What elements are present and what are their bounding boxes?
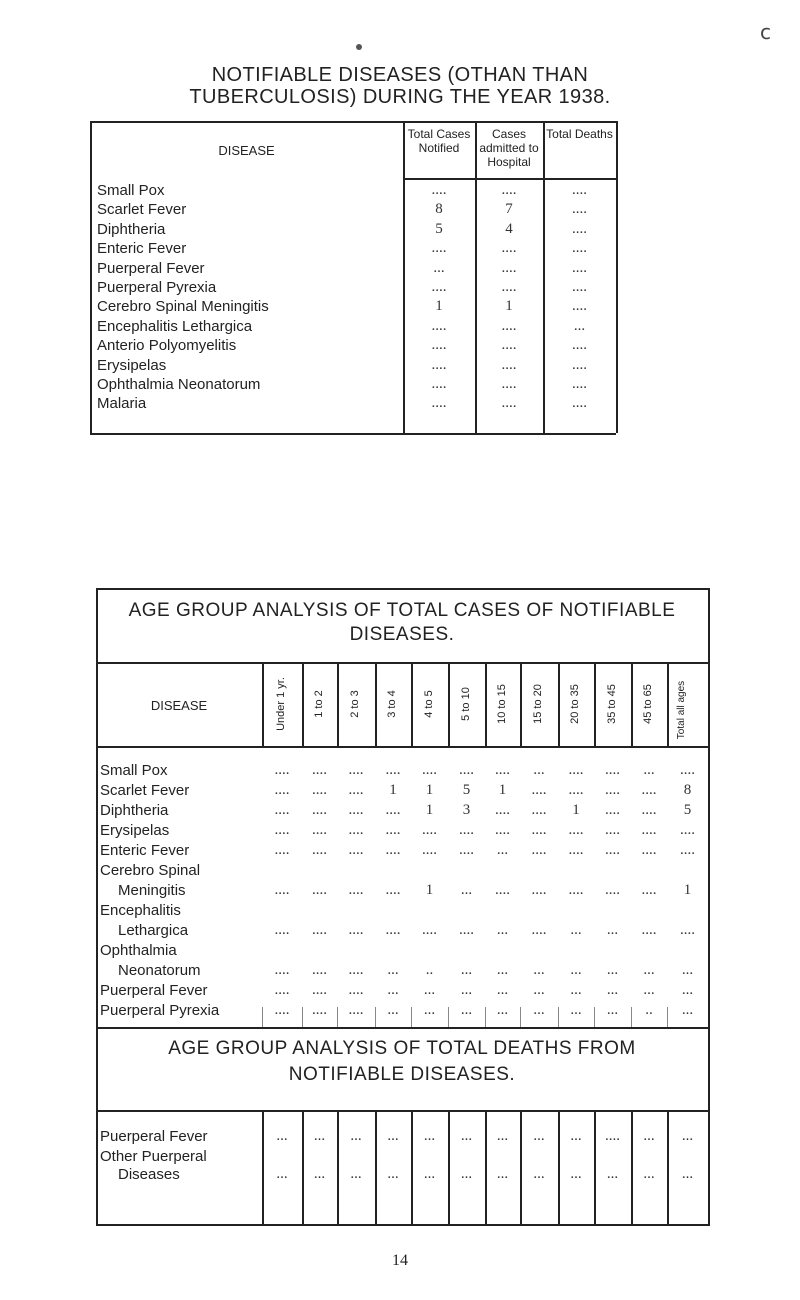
row-label: Puerperal Fever [100,1128,208,1145]
age-cell: ... [387,1002,399,1018]
row-label: Neonatorum [118,962,201,979]
column-divider [411,662,413,746]
column-divider [302,662,304,746]
age-cell: ... [606,962,619,978]
age-cell: .... [605,762,620,778]
age-cell: .... [348,962,364,978]
age-header: Total all ages [675,680,687,740]
age-header: 2 to 3 [349,690,361,718]
death-cell: ... [276,1128,288,1144]
death-cell: ... [643,1166,655,1182]
age-cell: .... [385,762,401,778]
age-cell: .... [641,822,657,838]
death-cell: .... [605,1128,620,1144]
disease-name: Malaria [97,395,147,413]
cell-hospital: .... [501,240,517,257]
age-cell: ... [643,962,655,978]
age-cell: .... [348,822,364,838]
frame-left [96,588,98,1226]
age-cell: ... [460,1002,473,1018]
table-border-left [90,121,92,433]
age-cell: ... [460,882,473,898]
age-cell: ... [460,962,473,978]
cell-deaths: .... [572,201,587,218]
age-cell: .... [274,882,290,898]
age-cell: .... [274,962,290,978]
age-cell: ... [533,962,545,978]
row-label: Scarlet Fever [100,782,190,799]
age-cell: .... [312,882,327,898]
age-header: 4 to 5 [422,690,435,718]
cell-hospital: .... [501,259,517,276]
row-label: Ophthalmia [100,942,177,959]
column-divider [520,662,522,746]
age-cell: .... [422,762,437,778]
disease-name: Diphtheria [97,220,166,238]
cell-hospital: .... [501,337,517,354]
age-cell: .... [605,882,620,898]
age-cell: .... [641,802,657,818]
row-label: Cerebro Spinal [100,862,201,879]
age-cell: .... [568,822,584,838]
age-cell: 1 [425,802,434,818]
age-cell: ... [460,982,473,998]
age-cell: .... [312,782,327,798]
age-cell: .... [605,782,620,798]
age-cell: .... [568,762,584,778]
age-cell: .... [680,762,695,778]
age-cell: .. [645,1002,653,1018]
age-cell: ... [606,982,619,998]
cell-hospital: .... [501,395,517,412]
disease-name: Ophthalmia Neonatorum [97,376,261,393]
row-label: Puerperal Pyrexia [100,1002,220,1019]
disease-name: Small Pox [97,182,165,199]
age-cell: .... [312,802,327,818]
death-cell: ... [460,1166,473,1182]
death-cell: ... [570,1166,582,1182]
death-cell: ... [681,1166,694,1182]
age-cell: .... [422,822,437,838]
age-cell: .... [348,802,364,818]
age-cell: .... [605,842,620,858]
row-label: Diphtheria [100,802,169,819]
age-cell: .. [425,962,434,978]
age-cell: ... [643,762,655,778]
column-divider [558,662,560,746]
age-cell: ... [681,1002,694,1018]
death-cell: ... [570,1128,582,1144]
age-cell: ... [387,962,399,978]
cell-deaths: .... [572,182,587,198]
cell-notified: .... [431,279,447,295]
age-cell: .... [274,782,290,798]
age-cell: .... [495,762,510,778]
disease-name: Encephalitis Lethargica [97,317,253,335]
age-cell: .... [348,842,364,858]
age-header: 5 to 10 [459,687,472,721]
age-cell: .... [348,922,364,938]
death-cell: ... [276,1166,288,1182]
cell-hospital: .... [501,317,517,334]
age-cell: .... [641,922,657,938]
cell-notified: .... [431,356,447,373]
cell-notified: .... [431,337,447,354]
age-cell: ... [496,922,509,938]
death-cell: ... [496,1166,509,1182]
corner-mark: c [760,20,771,44]
cell-deaths: .... [572,298,587,315]
cell-hospital: .... [501,279,517,295]
age-group-cases-title-line-1: AGE GROUP ANALYSIS OF TOTAL CASES OF NOTIFIABLE [128,600,676,621]
age-cell: 1 [683,882,692,898]
age-cell: 1 [572,802,580,818]
age-cell: .... [312,962,327,978]
section-rule [96,1110,708,1112]
age-cell: ... [570,922,582,938]
frame-bottom [96,1027,708,1029]
death-cell: ... [387,1166,399,1182]
row-label: Erysipelas [100,822,170,839]
cell-notified: .... [431,376,447,392]
disease-name: Puerperal Pyrexia [97,279,217,296]
death-cell: ... [350,1166,362,1182]
age-cell: .... [348,762,364,778]
age-cell: ... [496,962,509,978]
age-cell: 5 [683,802,692,818]
column-divider [262,662,264,746]
age-cell: ... [423,982,436,998]
age-cell: ... [423,1002,436,1018]
age-cell: .... [568,882,584,898]
cell-deaths: .... [572,240,587,257]
table-border-top [90,121,616,123]
death-cell: ... [313,1166,326,1182]
cell-deaths: ... [573,317,586,334]
age-cell: .... [680,842,695,858]
age-cell: ... [533,982,545,998]
age-group-deaths-title-line-2: NOTIFIABLE DISEASES. [288,1064,516,1085]
cell-hospital: 4 [505,220,513,237]
column-divider [448,662,450,746]
row-label: Small Pox [100,762,168,779]
age-cell: .... [459,822,474,838]
age-cell: ... [387,982,399,998]
disease-name: Cerebro Spinal Meningitis [97,298,269,316]
age-cell: ... [570,982,582,998]
age-cell: .... [312,922,327,938]
age-cell: .... [312,842,327,858]
age-cell: ... [496,1002,509,1018]
age-header: 1 to 2 [312,690,325,718]
age-cell: 1 [425,782,434,798]
row-label: Other Puerperal [100,1148,207,1165]
column-divider [375,662,377,746]
cell-notified: .... [431,182,447,198]
age-header: 20 to 35 [569,684,581,724]
row-label: Meningitis [118,882,186,899]
age-cell: .... [385,882,401,898]
age-cell: .... [680,922,695,938]
frame-top [96,588,708,590]
age-header: 10 to 15 [495,684,508,724]
cell-deaths: .... [572,337,587,354]
age-cell: 5 [462,782,471,798]
age-cell: .... [605,822,620,838]
cell-deaths: .... [572,220,587,237]
age-cell: .... [274,762,290,778]
age-cell: .... [385,802,401,818]
header-disease: DISEASE [218,143,275,158]
age-cell: .... [312,982,327,998]
header-total-notified: Total Cases Notified [407,127,471,155]
death-cell: ... [423,1166,436,1182]
age-cell: .... [605,802,620,818]
cell-deaths: .... [572,279,587,295]
page-number: 14 [392,1252,408,1269]
age-cell: ... [606,1002,619,1018]
dot-mark [356,44,362,50]
age-cell: .... [495,802,510,818]
cell-deaths: .... [572,259,587,276]
age-cell: ... [606,922,619,938]
row-label: Lethargica [118,922,189,939]
age-cell: 1 [425,882,434,898]
age-cell: .... [348,1002,364,1018]
death-cell: ... [681,1128,694,1144]
cell-notified: 1 [435,298,443,315]
age-cell: 1 [389,782,397,798]
column-divider [337,662,339,746]
cell-notified: .... [431,395,447,412]
row-label: Enteric Fever [100,842,190,859]
death-cell: ... [350,1128,362,1144]
age-header: 35 to 45 [605,684,618,724]
cell-deaths: .... [572,376,587,392]
age-cell: .... [274,822,290,838]
age-cell: .... [495,822,510,838]
cell-notified: 8 [435,201,443,218]
age-cell: .... [274,842,290,858]
cell-deaths: .... [572,395,587,412]
age-header: 45 to 65 [642,684,654,724]
page-title-line-2: TUBERCULOSIS) DURING THE YEAR 1938. [189,86,611,108]
death-cell: ... [643,1128,655,1144]
age-cell: .... [274,1002,290,1018]
row-label: Encephalitis [100,902,181,919]
age-cell: .... [568,782,584,798]
cell-notified: 5 [435,220,443,237]
age-cell: ... [570,1002,582,1018]
row-label: Puerperal Fever [100,982,208,999]
death-cell: ... [423,1128,436,1144]
frame-base [96,1224,708,1226]
death-cell: ... [606,1166,619,1182]
cell-hospital: .... [501,182,517,198]
age-cell: .... [312,1002,327,1018]
age-cell: 1 [498,782,507,798]
header-underline [403,178,616,180]
disease-name: Enteric Fever [97,240,187,258]
death-cell: ... [533,1128,545,1144]
cell-hospital: .... [501,356,517,373]
column-divider [667,662,669,746]
age-cell: ... [496,982,509,998]
age-cell: .... [385,922,401,938]
header-hospital: Cases admitted to Hospital [479,127,539,169]
age-cell: .... [641,782,657,798]
disease-name: Scarlet Fever [97,201,187,219]
age-cell: .... [459,842,474,858]
age-cell: .... [422,922,437,938]
age-cell: ... [496,842,509,858]
age-cell: 8 [683,782,692,798]
age-cell: .... [422,842,437,858]
age-cell: ... [681,982,694,998]
header-bottom-rule [96,746,708,748]
age-cell: ... [570,962,582,978]
death-cell: ... [496,1128,509,1144]
column-divider [594,662,596,746]
cell-notified: .... [431,240,447,257]
age-header: Under 1 yr. [275,677,287,731]
header-disease: DISEASE [150,698,208,713]
disease-name: Anterio Polyomyelitis [97,337,237,355]
age-header: 3 to 4 [386,690,398,718]
age-cell: 3 [462,802,471,818]
age-cell: .... [531,782,547,798]
age-cell: ... [533,1002,545,1018]
age-cell: .... [312,822,327,838]
age-cell: .... [385,822,401,838]
disease-name: Puerperal Fever [97,259,205,277]
age-cell: .... [531,842,547,858]
age-cell: .... [459,922,474,938]
column-divider [485,662,487,746]
age-cell: .... [680,822,695,838]
cell-hospital: 7 [505,201,513,218]
age-cell: .... [274,802,290,818]
age-cell: ... [533,762,545,778]
age-cell: .... [641,842,657,858]
death-cell: ... [313,1128,326,1144]
death-cell: ... [460,1128,473,1144]
age-cell: .... [531,882,547,898]
age-group-deaths-title-line-1: AGE GROUP ANALYSIS OF TOTAL DEATHS FROM [168,1038,636,1059]
age-cell: .... [568,842,584,858]
header-deaths: Total Deaths [546,127,613,141]
cell-notified: .... [431,317,447,334]
age-cell: .... [531,822,547,838]
cell-hospital: .... [501,376,517,392]
frame-right [708,588,710,1226]
table-border-bottom [90,433,616,435]
death-cell: ... [533,1166,545,1182]
death-cell: ... [387,1128,399,1144]
age-cell: .... [348,882,364,898]
age-header: 15 to 20 [532,684,544,724]
age-cell: .... [274,922,290,938]
age-cell: ... [643,982,655,998]
age-cell: ... [681,962,694,978]
table-border-right [616,121,618,433]
age-cell: .... [641,882,657,898]
row-label: Diseases [118,1166,180,1183]
cell-deaths: .... [572,356,587,373]
age-cell: .... [312,762,327,778]
cell-hospital: 1 [505,298,513,315]
age-cell: .... [348,982,364,998]
age-cell: .... [385,842,401,858]
column-divider [631,662,633,746]
age-group-cases-title-line-2: DISEASES. [349,624,455,645]
age-cell: .... [495,882,510,898]
age-cell: .... [459,762,474,778]
age-cell: .... [531,922,547,938]
age-cell: .... [274,982,290,998]
age-cell: .... [531,802,547,818]
disease-name: Erysipelas [97,356,167,374]
age-cell: .... [348,782,364,798]
page-title-line-1: NOTIFIABLE DISEASES (OTHAN THAN [211,64,589,86]
cell-notified: ... [433,259,445,276]
